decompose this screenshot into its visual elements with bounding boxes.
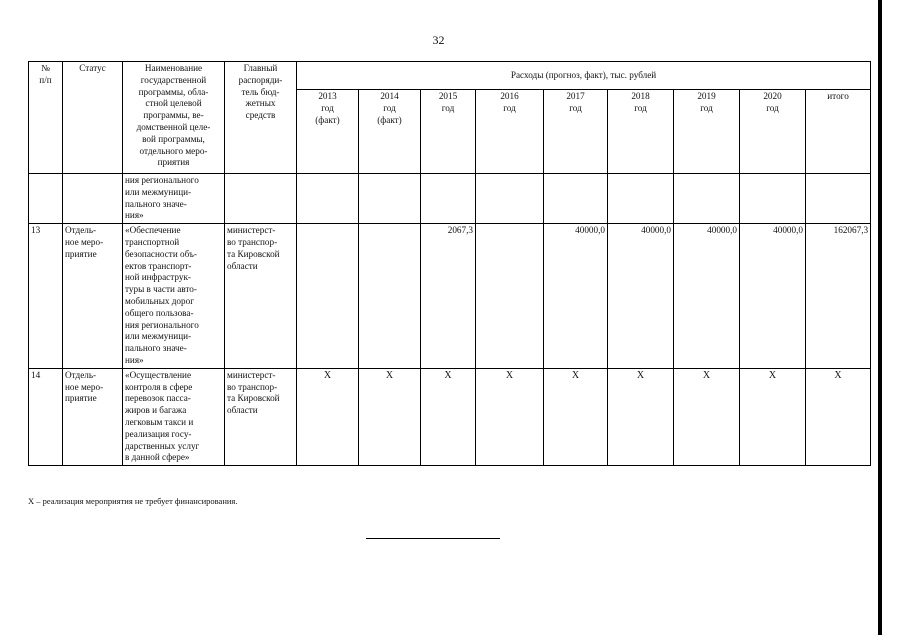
table-row	[29, 224, 871, 369]
cell-2014: X	[359, 368, 421, 465]
cell-2018: X	[608, 368, 674, 465]
cell-2019	[674, 174, 740, 224]
cell-2016	[476, 174, 544, 224]
table-row	[29, 368, 871, 465]
cell-2014	[359, 224, 421, 369]
header-name: Наименование государственной программы, обла- стной целевой программы, ве- домственной целе- вой программы, отдельного меро- приятия	[123, 62, 225, 174]
cell-num	[29, 174, 63, 224]
header-year-2020: 2020 год	[740, 90, 806, 174]
cell-2017: 40000,0	[544, 224, 608, 369]
cell-total	[806, 174, 871, 224]
cell-2013	[297, 174, 359, 224]
cell-total: X	[806, 368, 871, 465]
cell-2013	[297, 224, 359, 369]
cell-2020: X	[740, 368, 806, 465]
cell-2019: 40000,0	[674, 224, 740, 369]
cell-total: 162067,3	[806, 224, 871, 369]
cell-status: Отдель- ное меро- приятие	[63, 368, 123, 465]
cell-2015: 2067,3	[421, 224, 476, 369]
page-edge-bar	[878, 0, 882, 635]
header-num: № п/п	[29, 62, 63, 174]
cell-2017: X	[544, 368, 608, 465]
page-number: 32	[432, 33, 445, 47]
cell-2016: X	[476, 368, 544, 465]
header-year-2019: 2019 год	[674, 90, 740, 174]
table-row	[29, 174, 871, 224]
header-expenses: Расходы (прогноз, факт), тыс. рублей	[297, 62, 871, 90]
cell-name: «Обеспечение транспортной безопасности объ- ектов транспорт- ной инфраструк- туры в части авто- мобильных дорог общего пользова- ния регионального или межмуници- пального значе- ния»	[123, 224, 225, 369]
cell-manager: министерст- во транспор- та Кировской области	[225, 368, 297, 465]
header-year-2015: 2015 год	[421, 90, 476, 174]
header-year-2013: 2013 год (факт)	[297, 90, 359, 174]
cell-2016	[476, 224, 544, 369]
cell-2020	[740, 174, 806, 224]
cell-status	[63, 174, 123, 224]
cell-2018: 40000,0	[608, 224, 674, 369]
cell-2013: X	[297, 368, 359, 465]
cell-manager: министерст- во транспор- та Кировской области	[225, 224, 297, 369]
cell-name: ния регионального или межмуници- пального значе- ния»	[123, 174, 225, 224]
expenses-table	[28, 61, 871, 466]
header-year-2014: 2014 год (факт)	[359, 90, 421, 174]
cell-2015	[421, 174, 476, 224]
cell-status: Отдель- ное меро- приятие	[63, 224, 123, 369]
cell-num: 13	[29, 224, 63, 369]
cell-2014	[359, 174, 421, 224]
cell-2017	[544, 174, 608, 224]
cell-num: 14	[29, 368, 63, 465]
header-total: итого	[806, 90, 871, 174]
header-status: Статус	[63, 62, 123, 174]
header-year-2017: 2017 год	[544, 90, 608, 174]
cell-name: «Осуществление контроля в сфере перевозок пасса- жиров и багажа легковым такси и реализация госу- дарственных услуг в данной сфере»	[123, 368, 225, 465]
footnote: Х – реализация мероприятия не требует финансирования.	[28, 496, 238, 506]
header-manager: Главный распоряди- тель бюд- жетных средств	[225, 62, 297, 174]
cell-manager	[225, 174, 297, 224]
end-divider	[366, 538, 500, 539]
cell-2020: 40000,0	[740, 224, 806, 369]
cell-2015: X	[421, 368, 476, 465]
header-year-2016: 2016 год	[476, 90, 544, 174]
header-year-2018: 2018 год	[608, 90, 674, 174]
cell-2018	[608, 174, 674, 224]
cell-2019: X	[674, 368, 740, 465]
